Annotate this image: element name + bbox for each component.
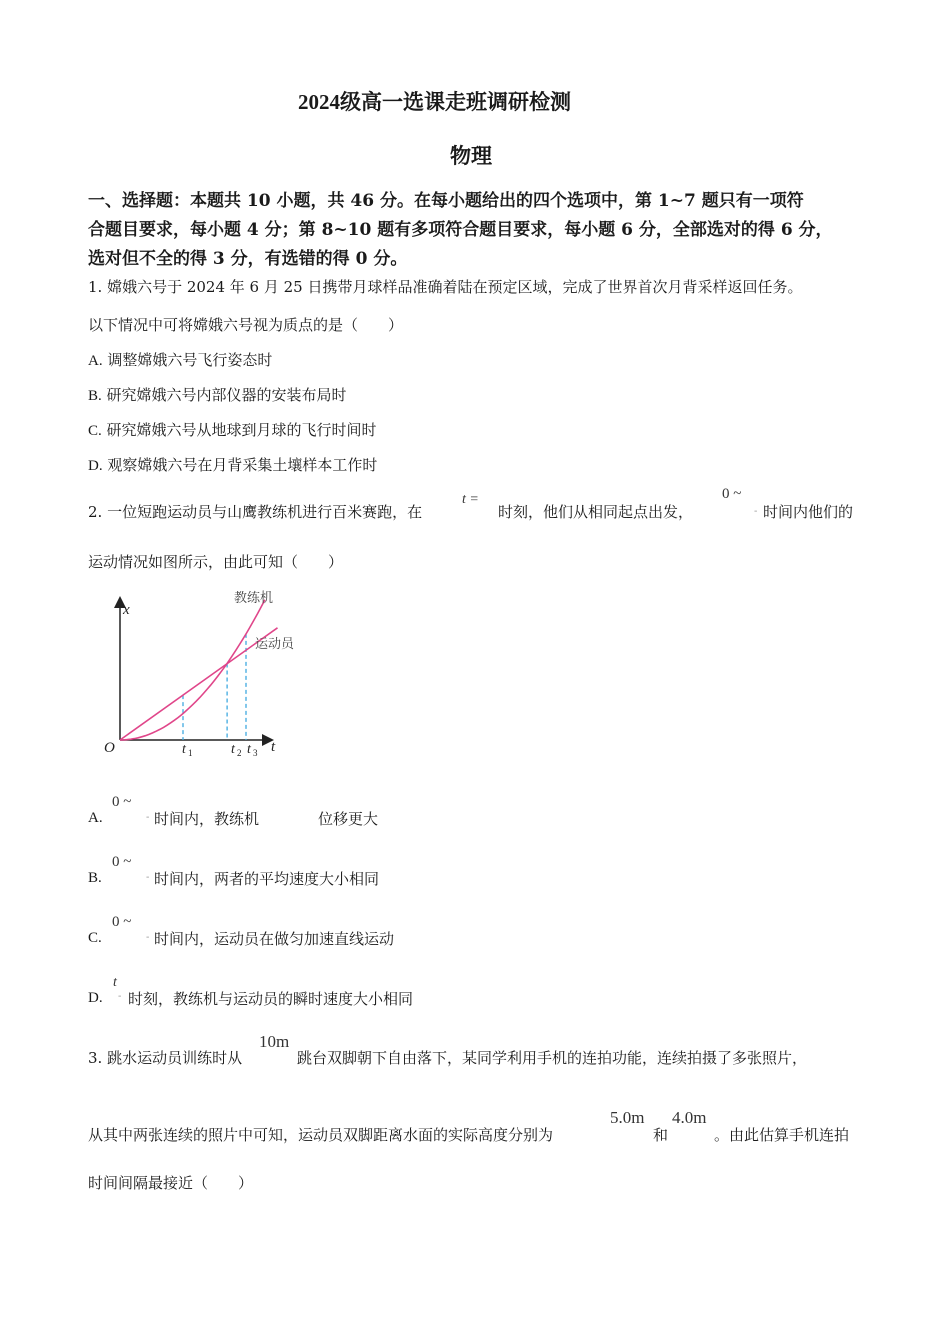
option-letter: C. — [88, 930, 102, 946]
section-instructions-line-1: 一、选择题：本题共 10 小题，共 46 分。在每小题给出的四个选项中，第 1~7 题只有一项符 — [88, 191, 804, 211]
option-letter: D. — [88, 990, 103, 1006]
tick-label-t2 — [231, 742, 242, 758]
q2-math-t: t = — [462, 492, 479, 507]
q2-option-b[interactable] — [88, 868, 102, 887]
q2-option-c-math: 0 ~ — [112, 914, 132, 930]
page-title: 2024级高一选课走班调研检测 — [298, 90, 571, 114]
q2-math-range: 0 ~ — [722, 486, 742, 502]
option-letter: A. — [88, 810, 103, 826]
q2-option-a-math: 0 ~ — [112, 794, 132, 810]
q2-stem-line-2: 运动情况如图所示，由此可知（ ） — [88, 553, 344, 571]
q3-stem-part-a: 3. 跳水运动员训练时从 — [88, 1049, 243, 1067]
option-letter: B. — [88, 870, 102, 886]
svg-text:t: t — [247, 742, 251, 757]
q3-math-height: 10m — [259, 1032, 290, 1051]
q3-stem-line-2-a: 从其中两张连续的照片中可知，运动员双脚距离水面的实际高度分别为 — [88, 1126, 554, 1144]
math-placeholder: - — [118, 991, 122, 1002]
x-axis-label: t — [271, 739, 276, 755]
option-letter: A. — [88, 353, 103, 369]
q2-option-a-text-b: 位移更大 — [318, 810, 379, 828]
section-instructions-line-2: 合题目要求，每小题 4 分；第 8~10 题有多项符合题目要求，每小题 6 分，全部选对的得 6 分， — [88, 220, 833, 240]
series-label-runner: 运动员 — [255, 637, 295, 652]
q3-math-h1: 5.0m — [610, 1108, 645, 1127]
q2-option-b-text: 时间内，两者的平均速度大小相同 — [154, 870, 380, 888]
math-placeholder: - — [146, 932, 150, 943]
series-label-trainer: 教练机 — [234, 591, 274, 606]
q2-option-d-text: 时刻，教练机与运动员的瞬时速度大小相同 — [128, 990, 414, 1008]
q2-stem-part-b: 时刻，他们从相同起点出发， — [498, 503, 694, 521]
origin-label: O — [104, 740, 115, 756]
q1-option-a[interactable] — [88, 349, 272, 370]
q3-stem-and: 和 — [653, 1126, 669, 1144]
q1-stem-line-1: 1. 嫦娥六号于 2024 年 6 月 25 日携带月球样品准确着陆在预定区域，完成了世界首次月背采样返回任务。 — [88, 278, 803, 296]
tick-label-t3 — [247, 742, 258, 758]
y-axis-label: x — [123, 602, 130, 618]
q2-option-d[interactable] — [88, 988, 103, 1007]
q1-option-c[interactable] — [88, 419, 377, 440]
q1-option-d[interactable] — [88, 454, 377, 475]
q2-option-c-text: 时间内，运动员在做匀加速直线运动 — [154, 930, 395, 948]
svg-text:2: 2 — [237, 748, 242, 758]
q3-stem-part-b: 跳台双脚朝下自由落下，某同学利用手机的连拍功能，连续拍摄了多张照片， — [297, 1049, 808, 1067]
option-text: 研究嫦娥六号内部仪器的安装布局时 — [106, 386, 347, 404]
svg-text:t: t — [231, 742, 235, 757]
option-letter: C. — [88, 423, 102, 439]
q3-stem-line-2-b: 。由此估算手机连拍 — [714, 1126, 850, 1144]
option-text: 研究嫦娥六号从地球到月球的飞行时间时 — [106, 421, 377, 439]
option-letter: D. — [88, 458, 103, 474]
q2-option-b-math: 0 ~ — [112, 854, 132, 870]
q2-option-a-text-a: 时间内，教练机 — [154, 810, 260, 828]
q2-option-c[interactable] — [88, 928, 102, 947]
option-text: 调整嫦娥六号飞行姿态时 — [107, 351, 273, 369]
q2-xt-graph — [96, 580, 316, 760]
math-placeholder: - — [146, 872, 150, 883]
section-instructions-line-3: 选对但不全的得 3 分，有选错的得 0 分。 — [88, 249, 408, 269]
svg-text:3: 3 — [253, 748, 258, 758]
series-line-runner — [120, 628, 278, 740]
q3-stem-line-3: 时间间隔最接近（ ） — [88, 1174, 254, 1192]
q1-stem-line-2: 以下情况中可将嫦娥六号视为质点的是（ ） — [88, 316, 404, 334]
q2-option-d-math: t — [113, 975, 117, 990]
q3-math-h2: 4.0m — [672, 1108, 707, 1127]
q2-stem-part-a: 2. 一位短跑运动员与山鹰教练机进行百米赛跑，在 — [88, 503, 423, 521]
option-letter: B. — [88, 388, 102, 404]
q2-math-placeholder: - — [754, 506, 758, 517]
svg-text:t: t — [182, 742, 186, 757]
math-placeholder: - — [146, 812, 150, 823]
svg-text:1: 1 — [188, 748, 193, 758]
series-line-trainer — [120, 600, 265, 740]
q1-option-b[interactable] — [88, 384, 347, 405]
subject-title: 物理 — [450, 144, 492, 168]
tick-label-t1 — [182, 742, 193, 758]
q2-option-a[interactable] — [88, 808, 103, 827]
q2-stem-part-c: 时间内他们的 — [763, 503, 854, 521]
option-text: 观察嫦娥六号在月背采集土壤样本工作时 — [107, 456, 378, 474]
